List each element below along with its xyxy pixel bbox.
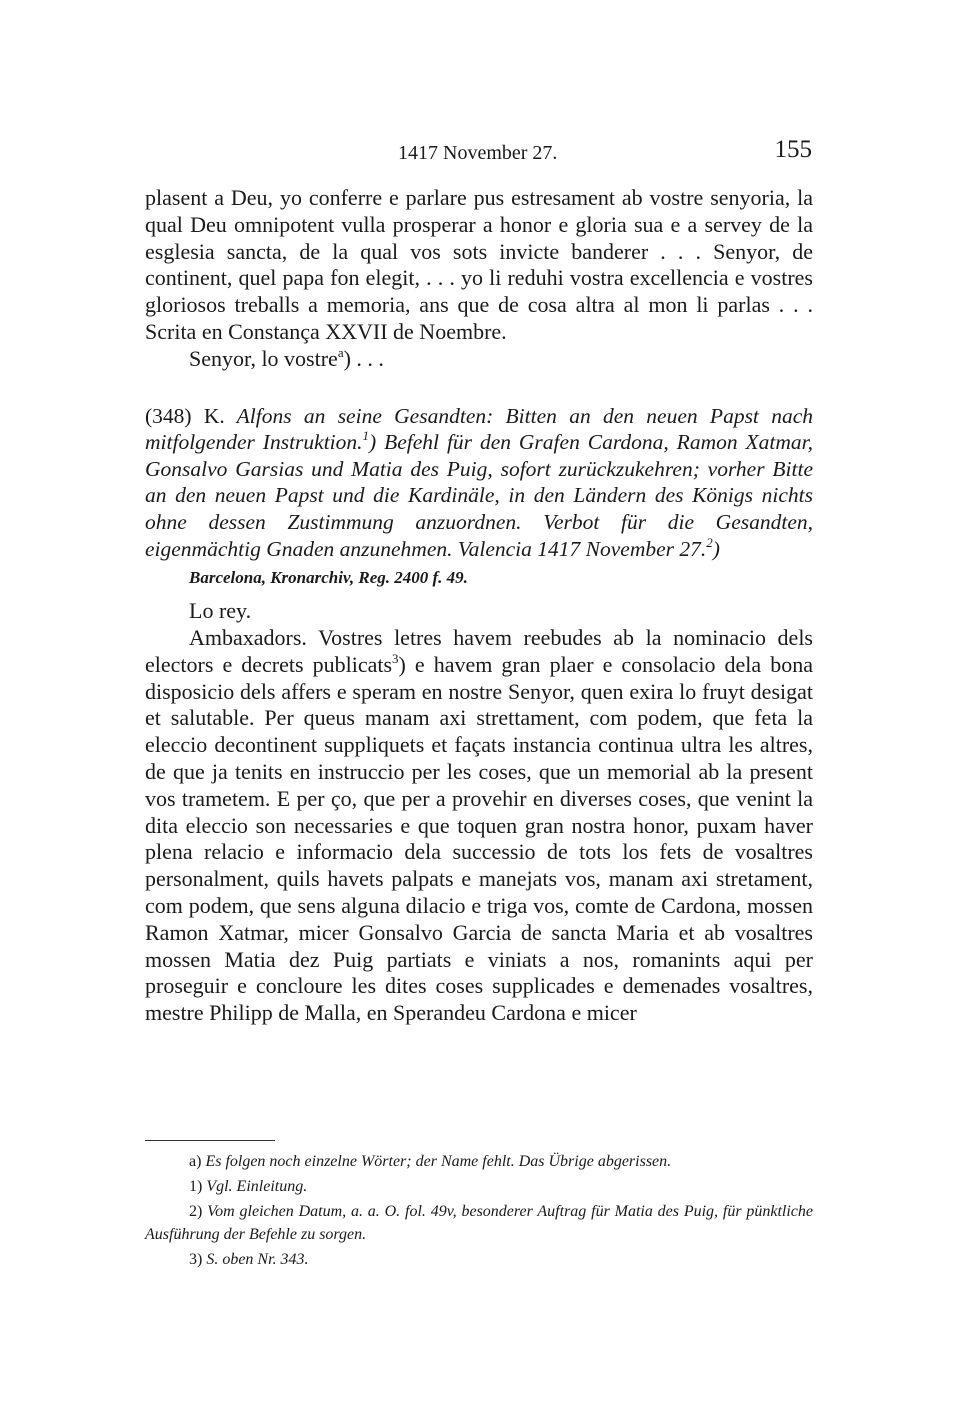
footnote-a-mark: a) bbox=[189, 1153, 202, 1170]
footnote-1-text: Vgl. Einleitung. bbox=[206, 1178, 308, 1195]
page-number: 155 bbox=[774, 136, 812, 163]
paragraph-1: plasent a Deu, yo conferre e parlare pus estresament ab vostre senyoria, la qual Deu omnipotent vulla prosperar a honor e gloria sua e a servey de la esglesia sancta, de la qual vos sots invicte banderer . . . Senyor, de continent, quel papa fon elegit, . . . yo li reduhi vostra excellencia e vostres gloriosos treballs a memoria, ans que de cosa altra al mon li parlas . . . Scrita en Constança XXVII de Noembre. bbox=[145, 185, 813, 344]
footnote-ref-3: 3 bbox=[392, 650, 399, 666]
entry-summary-1: Alfons an seine Gesandten: Bitten an den neuen Papst nach mitfolgender Instruktion. bbox=[145, 403, 813, 455]
footnotes bbox=[145, 1150, 813, 1273]
footnote-2 bbox=[145, 1200, 813, 1246]
paragraph-2-b: ) e havem gran plaer e consolacio dela bona disposicio dels affers e speram en nostre Senyor, quen exira lo fruyt desigat et salutable. Per queus manam axi strettament, com podem, que feta la eleccio decontinent suppliquets et façats instancia continua ultra les altres, de que ja tenits en instruccio per les coses, que un memorial ab la present vos trametem. E per ço, que per a provehir en diverses coses, que venint la dita eleccio son necessaries e que toquen gran nostra honor, puxam haver plena relacio e informacio dela successio de tots los fets de vosaltres personalment, quils havets palpats e manejats vos, manam axi stretament, com podem, que sens alguna dilacio e triga vos, comte de Cardona, mossen Ramon Xatmar, micer Gonsalvo Garcia de sancta Maria et ab vosaltres mossen Matia dez Puig partiats e viniats a nos, romanints aqui per proseguir e concloure les dites coses supplicades e demenades vosaltres, mestre Philipp de Malla, en Sperandeu Cardona e micer bbox=[145, 651, 813, 1026]
footnote-2-text: Vom gleichen Datum, a. a. O. fol. 49v, besonderer Auftrag für Matia des Puig, für pünktliche Ausführung der Befehle zu sorgen. bbox=[145, 1203, 814, 1243]
footnote-2-mark: 2) bbox=[189, 1203, 203, 1220]
closing-line bbox=[145, 346, 813, 373]
letter-salutation: Lo rey. bbox=[189, 598, 252, 624]
footnote-3 bbox=[145, 1248, 813, 1271]
footnote-1 bbox=[145, 1175, 813, 1198]
footnote-rule bbox=[145, 1140, 275, 1141]
footnote-ref-2: 2 bbox=[706, 534, 713, 550]
entry-number: (348) K. bbox=[145, 403, 225, 428]
footnote-a-text: Es folgen noch einzelne Wörter; der Name fehlt. Das Übrige abgerissen. bbox=[205, 1153, 672, 1170]
page-header bbox=[0, 136, 960, 172]
closing-tail: ) . . . bbox=[343, 345, 384, 371]
source-citation: Barcelona, Kronarchiv, Reg. 2400 f. 49. bbox=[189, 568, 468, 588]
footnote-3-text: S. oben Nr. 343. bbox=[206, 1251, 309, 1268]
paragraph-2 bbox=[145, 625, 813, 1027]
footnote-ref-1: 1 bbox=[362, 428, 370, 444]
running-title: 1417 November 27. bbox=[398, 142, 558, 164]
footnote-1-mark: 1) bbox=[189, 1178, 203, 1195]
paragraph-2-a: Ambaxadors. Vostres letres havem reebudes ab la nominacio dels electors e decrets publicats bbox=[145, 624, 813, 677]
footnote-a bbox=[145, 1150, 813, 1173]
footnote-ref-a: a bbox=[337, 344, 344, 360]
footnote-3-mark: 3) bbox=[189, 1251, 203, 1268]
main-text bbox=[145, 185, 813, 1027]
entry-summary-3: ) bbox=[712, 536, 720, 561]
closing-text: Senyor, lo vostre bbox=[189, 345, 338, 371]
document-entry bbox=[145, 403, 813, 563]
entry-summary-2: ) Befehl für den Grafen Cardona, Ramon Xatmar, Gonsalvo Garsias und Matia des Puig, sofort zurückzukehren; vorher Bitte an den neuen Papst und die Kardinäle, in den Ländern des Königs nichts ohne dessen Zustimmung anzuordnen. Verbot für die Gesandten, eigenmächtig Gnaden anzunehmen. Valencia 1417 November 27. bbox=[145, 430, 813, 561]
